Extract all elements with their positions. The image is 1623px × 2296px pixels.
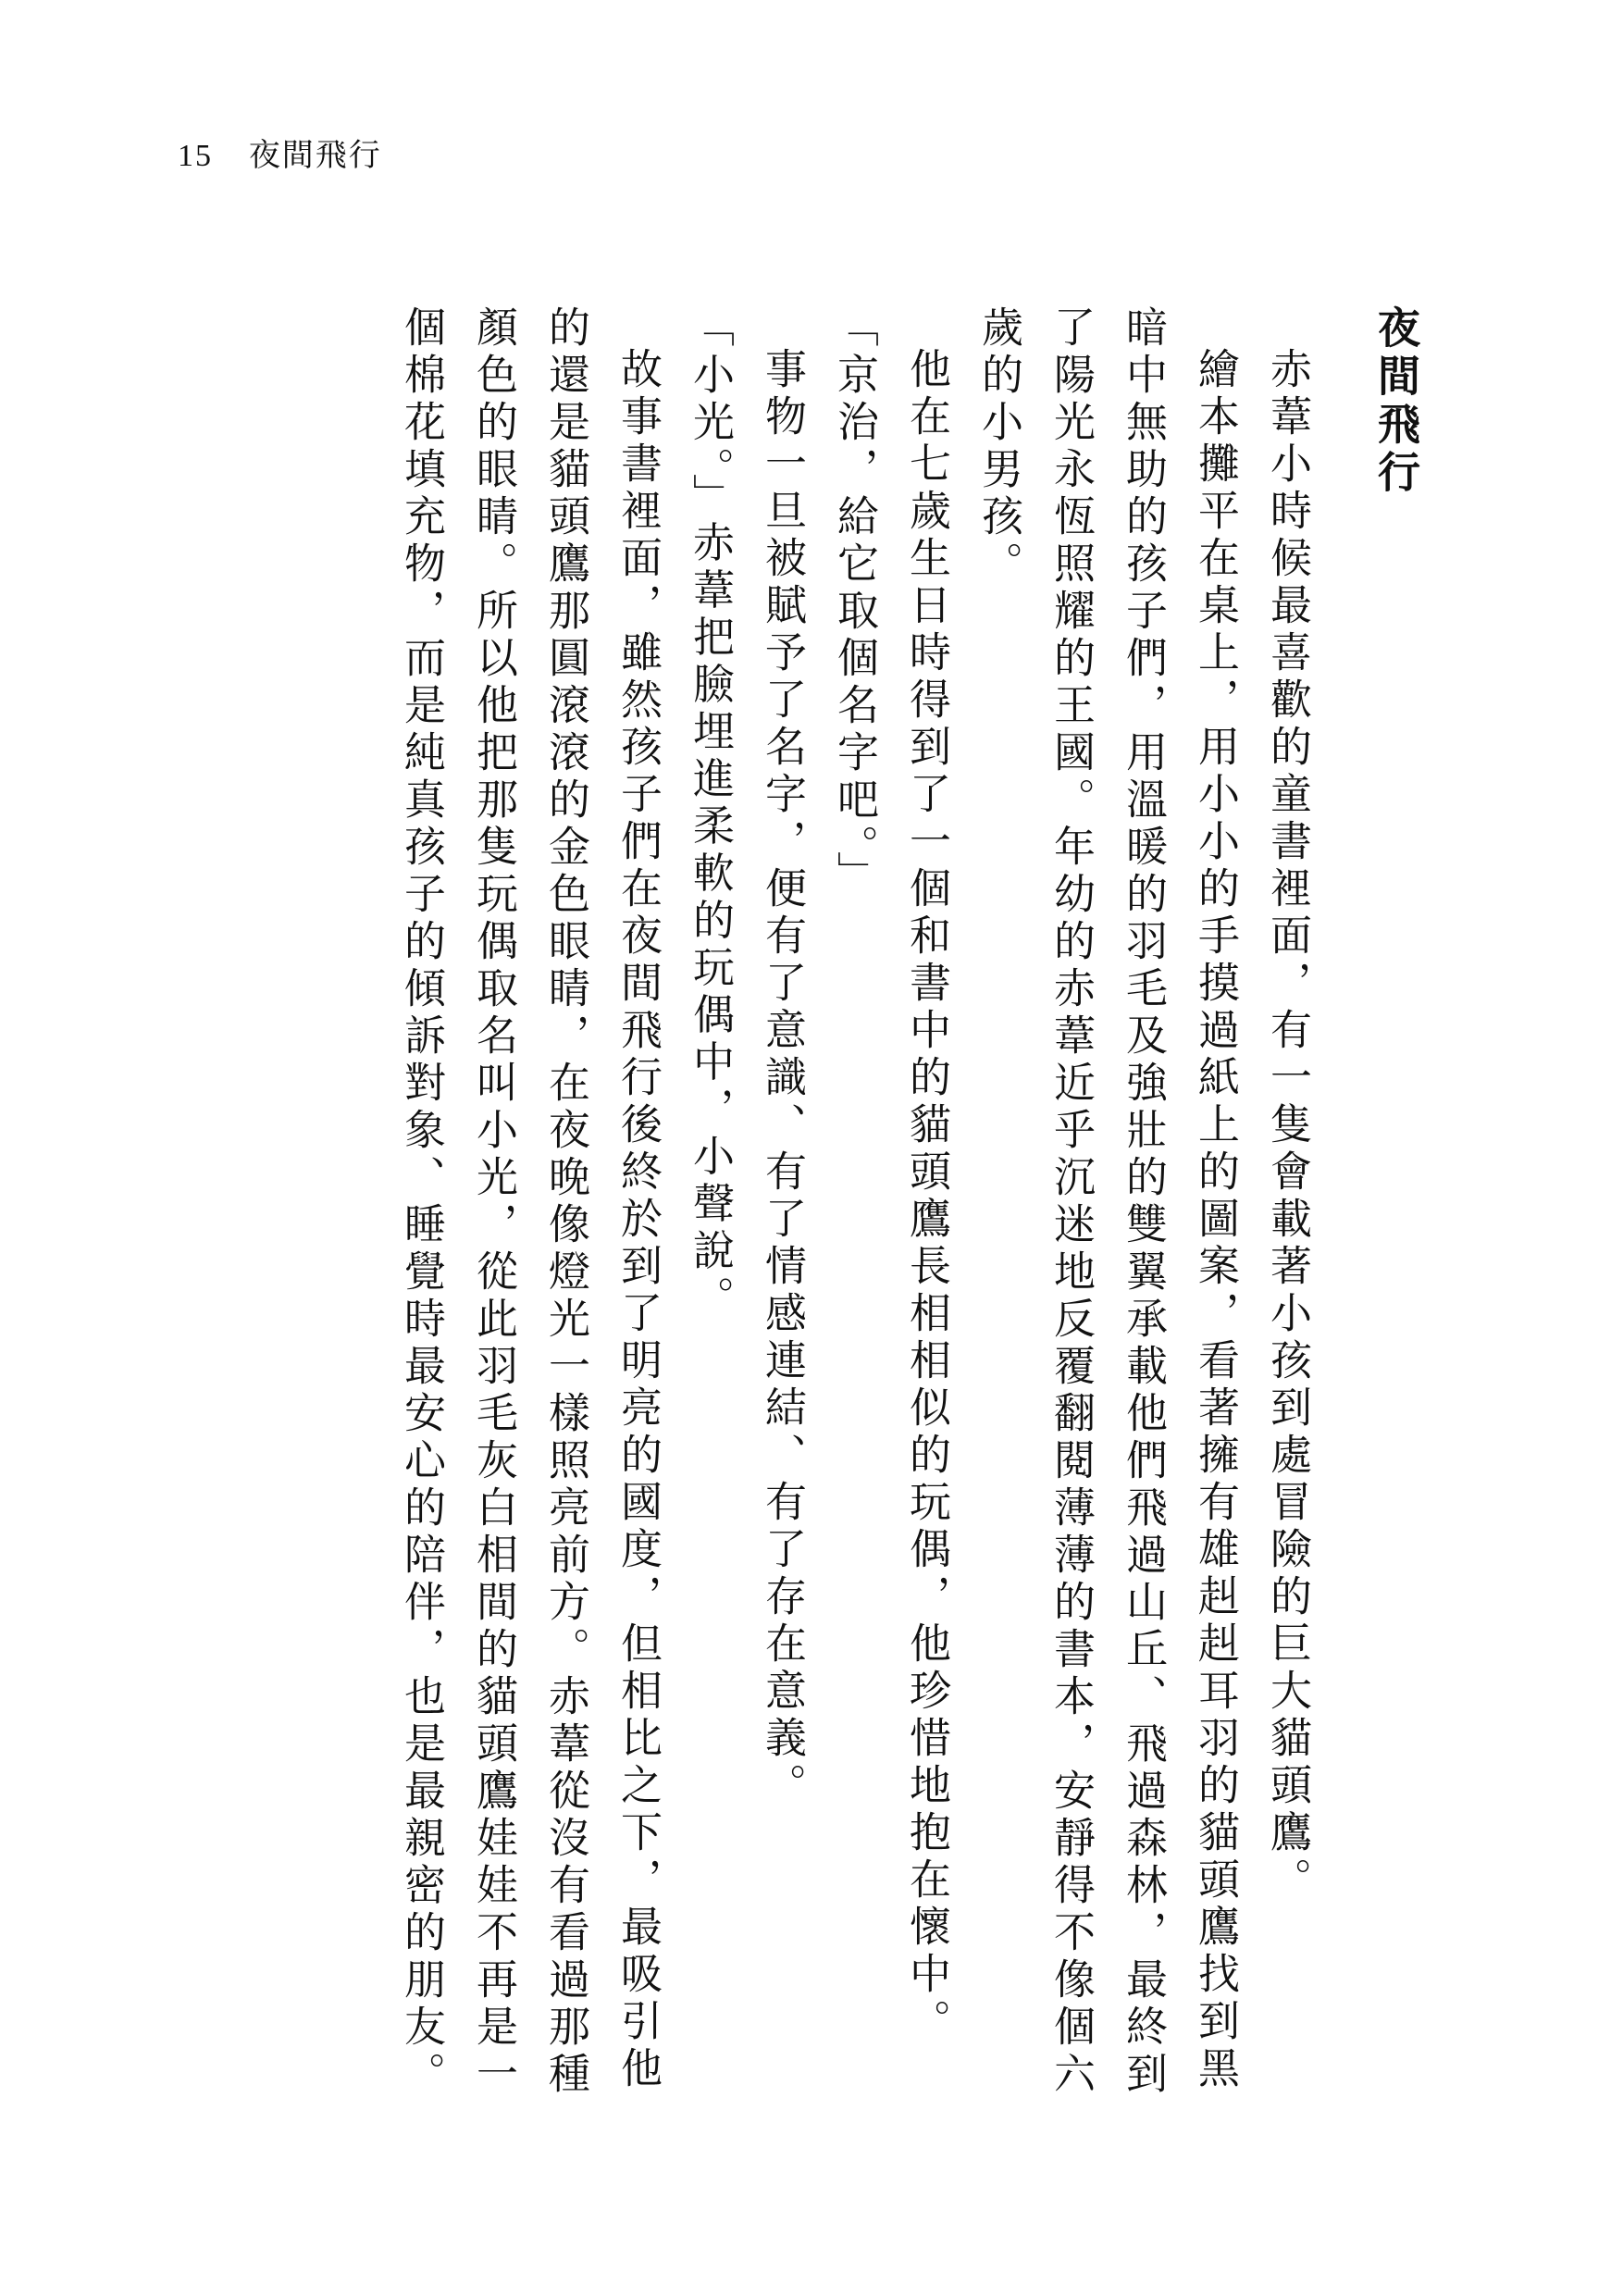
running-title: 夜間飛行 [248,137,382,174]
chapter-body [385,305,1421,2110]
chapter-title: 夜間飛行 [1371,305,1421,498]
dialogue-line-1: 「京治，給它取個名字吧。」 [830,305,879,899]
paragraph-4: 事物一旦被賦予了名字，便有了意識、有了情感連結、有了存在意義。 [758,347,807,1810]
paragraph-2: 繪本攤平在桌上，用小小的手摸過紙上的圖案，看著擁有雄赳赳耳羽的貓頭鷹找到黑暗中無助的孩子們，用溫暖的羽毛及強壯的雙翼承載他們飛過山丘、飛過森林，最終到了陽光永恆照耀的王國。年幼的赤葦近乎沉迷地反覆翻閱薄薄的書本，安靜得不像個六歲的小男孩。 [974,305,1240,2099]
dialogue-line-2: 「小光。」赤葦把臉埋進柔軟的玩偶中，小聲說。 [686,305,735,1323]
paragraph-5: 故事書裡面，雖然孩子們在夜間飛行後終於到了明亮的國度，但相比之下，最吸引他的還是貓頭鷹那圓滾滾的金色眼睛，在夜晚像燈光一樣照亮前方。赤葦從沒有看過那種顏色的眼睛。所以他把那隻玩偶取名叫小光，從此羽毛灰白相間的貓頭鷹娃娃不再是一個棉花填充物，而是純真孩子的傾訴對象、睡覺時最安心的陪伴，也是最親密的朋友。 [397,305,663,2099]
paragraph-3: 他在七歲生日時得到了一個和書中的貓頭鷹長相相似的玩偶，他珍惜地抱在懷中。 [902,347,951,2046]
page-number: 15 [178,139,213,173]
paragraph-1: 赤葦小時候最喜歡的童書裡面，有一隻會載著小孩到處冒險的巨大貓頭鷹。 [1263,347,1312,1905]
running-head [178,130,382,175]
